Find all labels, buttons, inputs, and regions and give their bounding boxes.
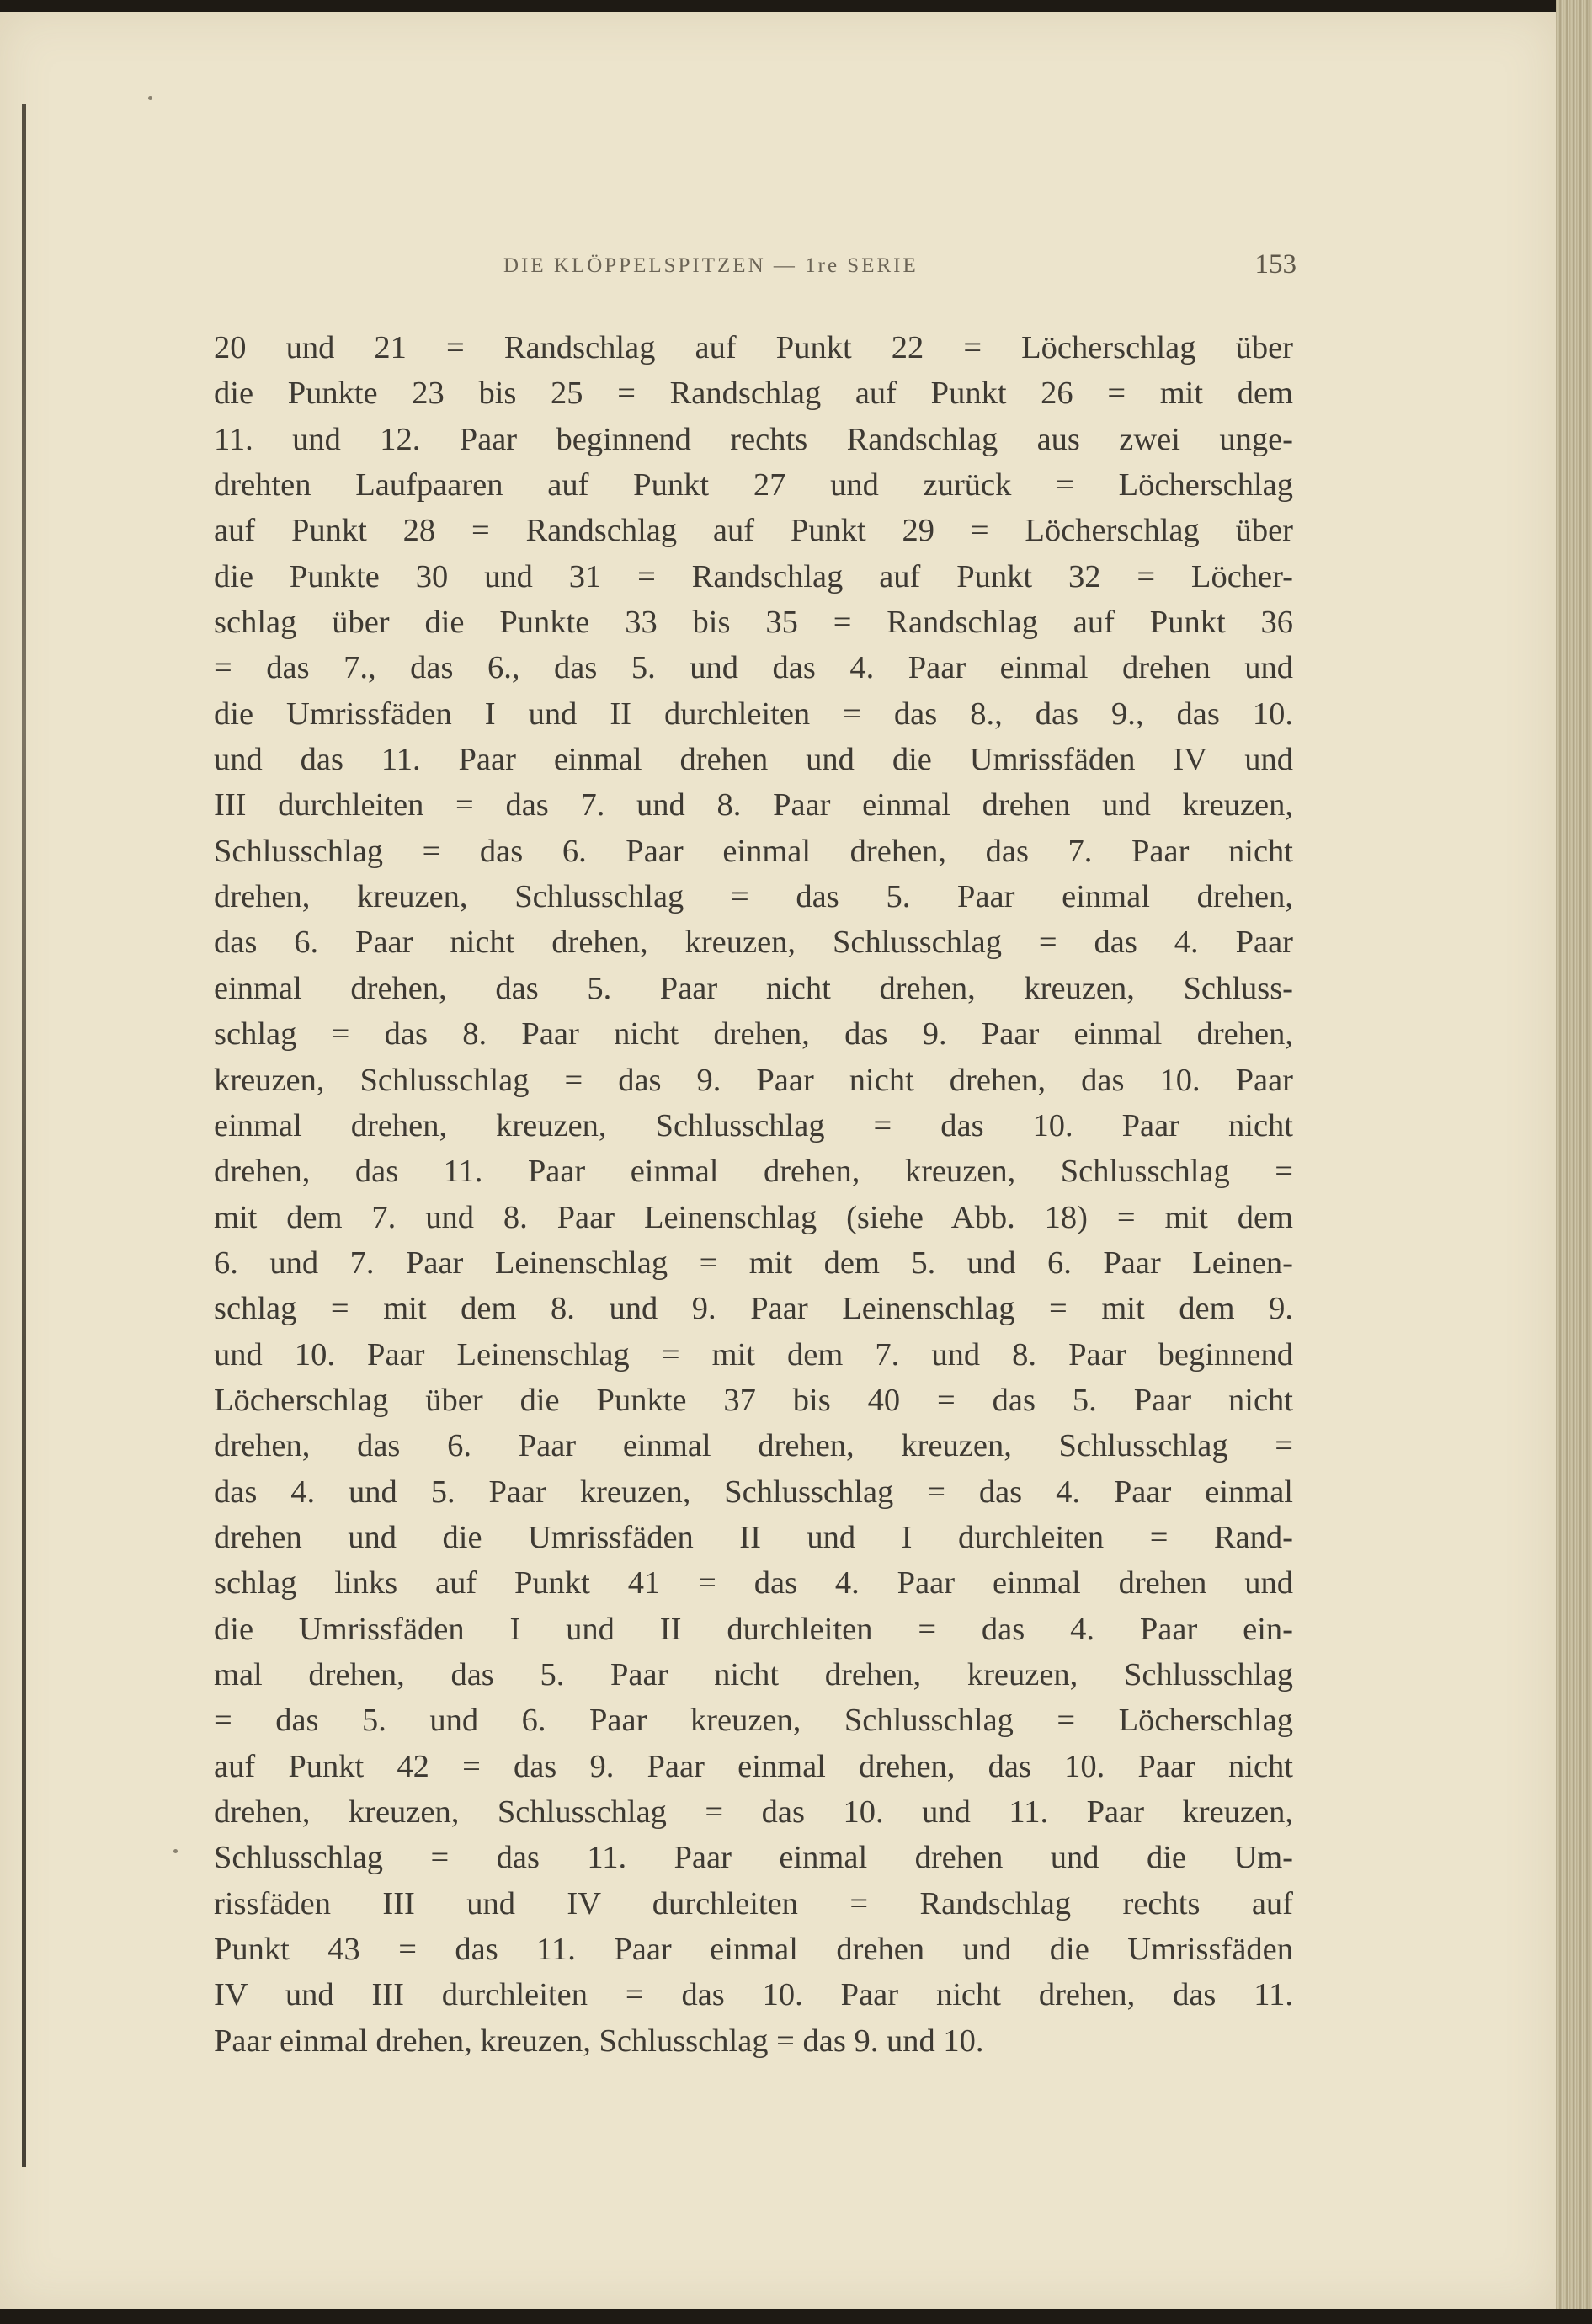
text-line: drehen und die Umrissfäden II und I durchleiten = Rand- <box>214 1519 1293 1555</box>
text-line: schlag = mit dem 8. und 9. Paar Leinenschlag = mit dem 9. <box>214 1291 1293 1327</box>
body-text <box>214 325 1293 2064</box>
text-line: einmal drehen, das 5. Paar nicht drehen, kreuzen, Schluss- <box>214 970 1293 1006</box>
text-line: 11. und 12. Paar beginnend rechts Randschlag aus zwei unge- <box>214 421 1293 457</box>
text-line: Punkt 43 = das 11. Paar einmal drehen und die Umrissfäden <box>214 1932 1293 1968</box>
text-line: die Umrissfäden I und II durchleiten = das 8., das 9., das 10. <box>214 696 1293 732</box>
text-line: das 4. und 5. Paar kreuzen, Schlusschlag = das 4. Paar einmal <box>214 1474 1293 1510</box>
text-line: drehen, das 6. Paar einmal drehen, kreuzen, Schlusschlag = <box>214 1428 1293 1464</box>
paper-fleck <box>148 96 152 100</box>
text-line: schlag = das 8. Paar nicht drehen, das 9. Paar einmal drehen, <box>214 1016 1293 1053</box>
text-line: die Umrissfäden I und II durchleiten = das 4. Paar ein- <box>214 1611 1293 1647</box>
text-line: 20 und 21 = Randschlag auf Punkt 22 = Löcherschlag über <box>214 330 1293 365</box>
text-line: III durchleiten = das 7. und 8. Paar einmal drehen und kreuzen, <box>214 787 1293 824</box>
text-line: Schlusschlag = das 11. Paar einmal drehen und die Um- <box>214 1840 1293 1876</box>
text-line: mit dem 7. und 8. Paar Leinenschlag (siehe Abb. 18) = mit dem <box>214 1199 1293 1235</box>
text-line: Löcherschlag über die Punkte 37 bis 40 = das 5. Paar nicht <box>214 1382 1293 1418</box>
text-line: = das 5. und 6. Paar kreuzen, Schlusschlag = Löcherschlag <box>214 1703 1293 1739</box>
book-page <box>0 12 1556 2309</box>
text-line: = das 7., das 6., das 5. und das 4. Paar einmal drehen und <box>214 650 1293 686</box>
text-line: IV und III durchleiten = das 10. Paar nicht drehen, das 11. <box>214 1977 1293 2013</box>
text-line: auf Punkt 28 = Randschlag auf Punkt 29 = Löcherschlag über <box>214 513 1293 549</box>
text-line: einmal drehen, kreuzen, Schlusschlag = das 10. Paar nicht <box>214 1107 1293 1143</box>
text-line: auf Punkt 42 = das 9. Paar einmal drehen, das 10. Paar nicht <box>214 1748 1293 1784</box>
text-line: mal drehen, das 5. Paar nicht drehen, kreuzen, Schlusschlag <box>214 1656 1293 1692</box>
text-line: drehen, das 11. Paar einmal drehen, kreuzen, Schlusschlag = <box>214 1154 1293 1190</box>
page-number: 153 <box>1254 249 1296 280</box>
text-line: drehen, kreuzen, Schlusschlag = das 10. und 11. Paar kreuzen, <box>214 1794 1293 1830</box>
text-line: Paar einmal drehen, kreuzen, Schlusschlag = das 9. und 10. <box>214 2023 984 2059</box>
paper-fleck <box>173 1849 178 1853</box>
text-line: die Punkte 30 und 31 = Randschlag auf Punkt 32 = Löcher- <box>214 558 1293 594</box>
scan-background <box>0 2309 1592 2324</box>
running-head: DIE KLÖPPELSPITZEN — 1re SERIE <box>503 254 918 277</box>
text-line: rissfäden III und IV durchleiten = Randschlag rechts auf <box>214 1885 1293 1922</box>
text-line: 6. und 7. Paar Leinenschlag = mit dem 5. und 6. Paar Leinen- <box>214 1245 1293 1281</box>
text-line: schlag links auf Punkt 41 = das 4. Paar einmal drehen und <box>214 1565 1293 1602</box>
text-line: drehten Laufpaaren auf Punkt 27 und zurück = Löcherschlag <box>214 467 1293 504</box>
text-line: drehen, kreuzen, Schlusschlag = das 5. Paar einmal drehen, <box>214 879 1293 915</box>
text-line: die Punkte 23 bis 25 = Randschlag auf Punkt 26 = mit dem <box>214 376 1293 412</box>
binding-gutter <box>22 104 26 2167</box>
text-line: und das 11. Paar einmal drehen und die Umrissfäden IV und <box>214 742 1293 778</box>
page-stack-edge <box>1556 0 1592 2324</box>
text-line: schlag über die Punkte 33 bis 35 = Randschlag auf Punkt 36 <box>214 605 1293 641</box>
text-line: Schlusschlag = das 6. Paar einmal drehen, das 7. Paar nicht <box>214 833 1293 869</box>
text-line: kreuzen, Schlusschlag = das 9. Paar nicht drehen, das 10. Paar <box>214 1062 1293 1098</box>
text-line: und 10. Paar Leinenschlag = mit dem 7. und 8. Paar beginnend <box>214 1336 1293 1373</box>
text-line: das 6. Paar nicht drehen, kreuzen, Schlusschlag = das 4. Paar <box>214 925 1293 961</box>
